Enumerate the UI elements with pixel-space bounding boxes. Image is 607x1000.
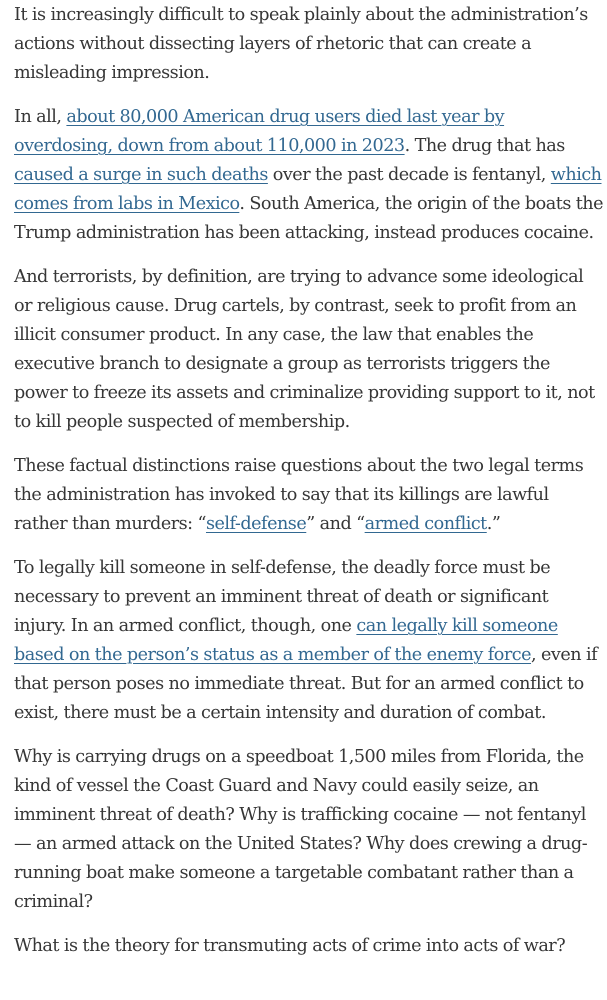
- paragraph-legal-terms: [14, 452, 604, 539]
- paragraph-text: ” and “: [306, 514, 365, 534]
- paragraph-text: over the past decade is fentanyl,: [267, 165, 551, 185]
- paragraph-questions: [14, 743, 604, 917]
- link-surge-in-deaths[interactable]: caused a surge in such deaths: [14, 165, 268, 185]
- paragraph-text: . South America, the origin of the boats the Trump administration has been attacking, instead produces cocaine.: [14, 194, 604, 243]
- paragraph-closing-question: [14, 932, 604, 961]
- link-overdose-statistics[interactable]: about 80,000 American drug users died last year by overdosing, down from about 110,000 in 2023: [14, 107, 505, 156]
- paragraph-text: . The drug that has: [404, 136, 565, 156]
- paragraph-text: In all,: [14, 107, 67, 127]
- paragraph-text: And terrorists, by definition, are trying to advance some ideological or religious cause. Drug cartels, by contrast, seek to profit from an illicit consumer product. In any case, the law that enables the executive branch to designate a group as terrorists triggers the power to freeze its assets and criminalize providing support to it, not to kill people suspected of membership.: [14, 267, 595, 432]
- paragraph-text: It is increasingly difficult to speak plainly about the administration’s actions without dissecting layers of rhetoric that can create a misleading impression.: [14, 5, 588, 83]
- paragraph-text: These factual distinctions raise questions about the two legal terms the administration has invoked to say that its killings are lawful rather than murders: “: [14, 456, 584, 534]
- paragraph-intro: [14, 1, 604, 88]
- paragraph-text: What is the theory for transmuting acts of crime into acts of war?: [14, 936, 566, 956]
- paragraph-text: .”: [486, 514, 501, 534]
- paragraph-overdose-deaths: [14, 103, 604, 248]
- paragraph-terrorists: [14, 263, 604, 437]
- paragraph-text: Why is carrying drugs on a speedboat 1,500 miles from Florida, the kind of vessel the Coast Guard and Navy could easily seize, an imminent threat of death? Why is trafficking cocaine — not fentanyl — an armed attack on the United States? Why does crewing a drug-running boat make someone a targetable combatant rather than a criminal?: [14, 747, 588, 912]
- link-self-defense[interactable]: self-defense: [205, 514, 307, 534]
- link-armed-conflict[interactable]: armed conflict: [364, 514, 487, 534]
- paragraph-text: To legally kill someone in self-defense, the deadly force must be necessary to prevent an imminent threat of death or significant injury. In an armed conflict, though, one: [14, 558, 551, 636]
- link-labs-in-mexico[interactable]: which comes from labs in Mexico: [14, 165, 602, 214]
- paragraph-text: , even if that person poses no immediate threat. But for an armed conflict to exist, there must be a certain intensity and duration of combat.: [14, 645, 598, 723]
- link-enemy-force-status[interactable]: can legally kill someone based on the person’s status as a member of the enemy force: [14, 616, 558, 665]
- paragraph-self-defense-armed-conflict: [14, 554, 604, 728]
- article-body: [14, 0, 604, 976]
